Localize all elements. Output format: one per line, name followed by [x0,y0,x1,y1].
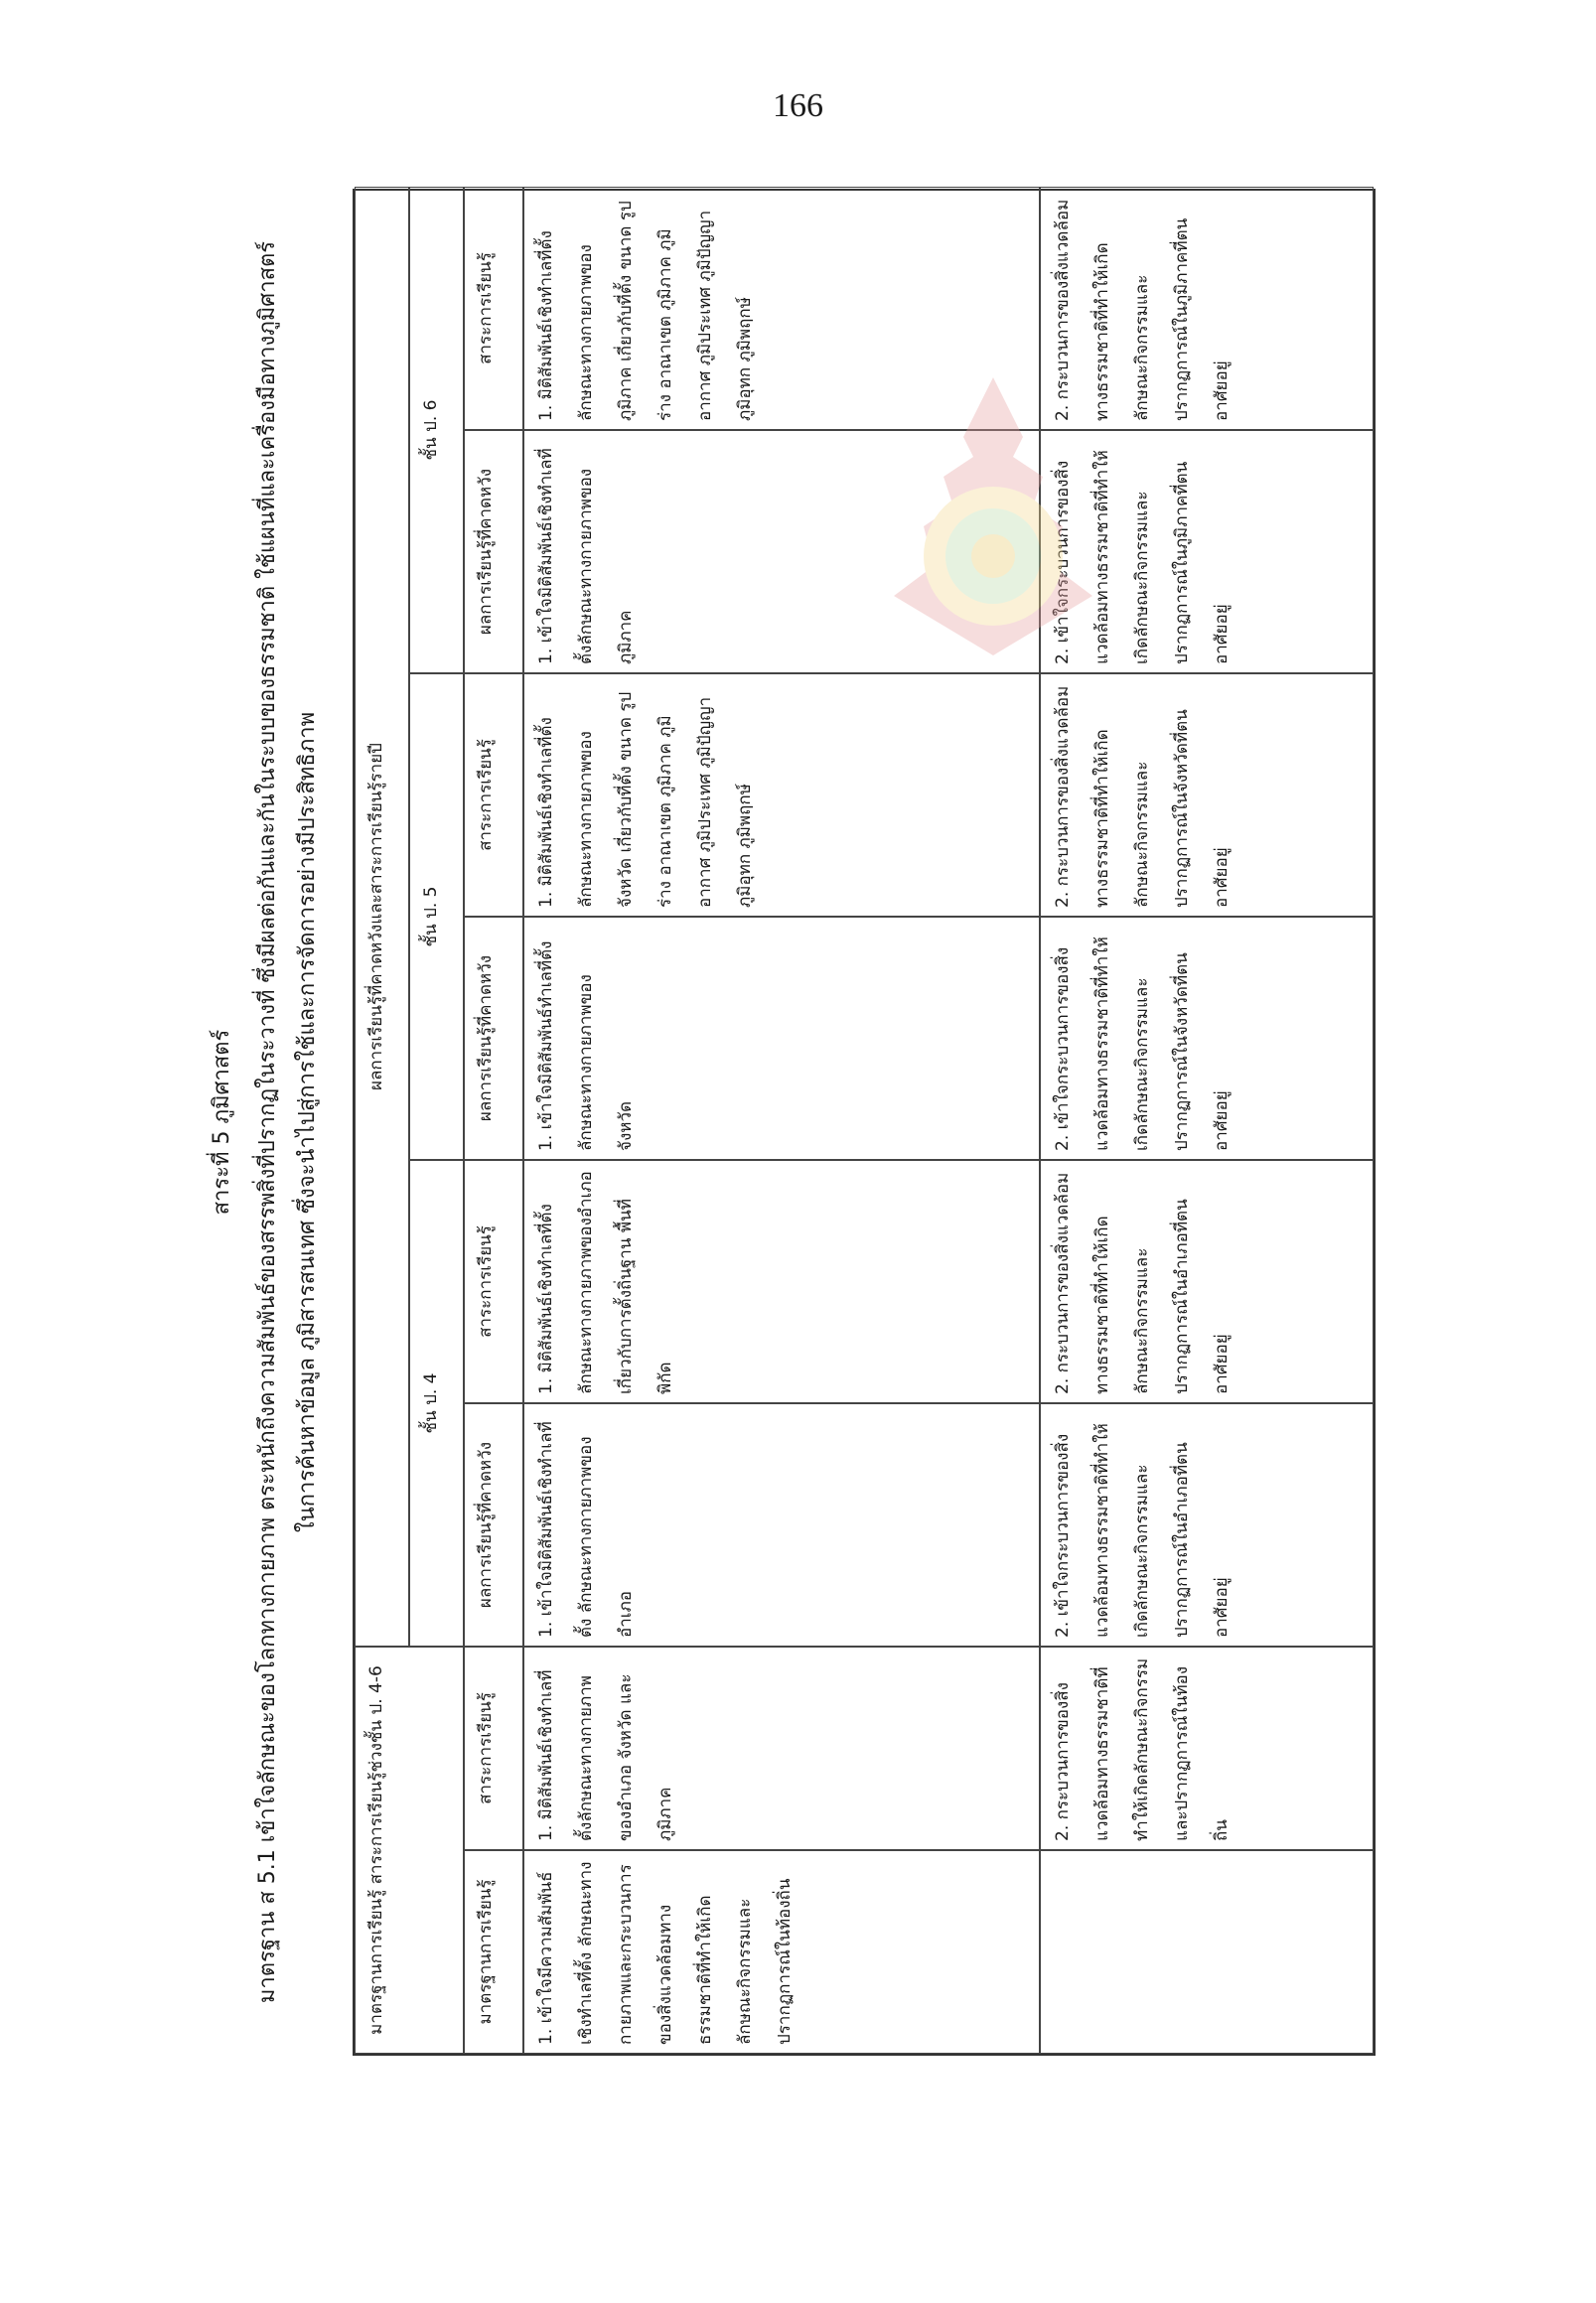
row1-p6-outcome: 1. เข้าใจมิติสัมพันธ์เชิงทำเลที่ตั้งลักษณะทางกายภาพของภูมิภาค [523,430,1040,673]
col-p5-outcome: ผลการเรียนรู้ที่คาดหวัง [464,917,523,1160]
row1-p4-outcome: 1. เข้าใจมิติสัมพันธ์เชิงทำเลที่ตั้ง ลักษณะทางกายภาพของอำเภอ [523,1403,1040,1647]
header-grade-4: ชั้น ป. 4 [409,1160,464,1647]
col-p6-outcome: ผลการเรียนรู้ที่คาดหวัง [464,430,523,673]
row2-p4-content: 2. กระบวนการของสิ่งแวดล้อมทางธรรมชาติที่ทำให้เกิดลักษณะกิจกรรมและปรากฏการณ์ในอำเภอที่ตนอาศัยอยู่ [1040,1160,1374,1403]
header-standards-group: มาตรฐานการเรียนรู้ สาระการเรียนรู้ช่วงชั้น ป. 4-6 [355,1647,464,2054]
row1-p6-content: 1. มิติสัมพันธ์เชิงทำเลที่ตั้งลักษณะทางกายภาพของภูมิภาค เกี่ยวกับที่ตั้ง ขนาด รูปร่าง อาณาเขต ภูมิภาค ภูมิอากาศ ภูมิประเทศ ภูมิปัญญา ภูมิอุทก ภูมิพฤกษ์ [523,187,1040,430]
page-number: 166 [773,87,823,124]
row1-p5-outcome: 1. เข้าใจมิติสัมพันธ์ทำเลที่ตั้งลักษณะทางกายภาพของจังหวัด [523,917,1040,1160]
row1-standard: 1. เข้าใจมีความสัมพันธ์เชิงทำเลที่ตั้ง ลักษณะทางกายภาพและกระบวนการของสิ่งแวดล้อมทางธรรมชาติที่ทำให้เกิดลักษณะกิจกรรมและปรากฏการณ์ในท้องถิ่น [523,1850,1040,2054]
col-p6-content: สาระการเรียนรู้ [464,187,523,430]
row1-p4-content: 1. มิติสัมพันธ์เชิงทำเลที่ตั้งลักษณะทางกายภาพของอำเภอ เกี่ยวกับการตั้งถิ่นฐาน พื้นที่ พิกัด [523,1160,1040,1403]
row2-p6-outcome: 2. เข้าใจกระบวนการของสิ่งแวดล้อมทางธรรมชาติที่ทำให้เกิดลักษณะกิจกรรมและปรากฏการณ์ในภูมิภาคที่ตนอาศัยอยู่ [1040,430,1374,673]
row1-content-range: 1. มิติสัมพันธ์เชิงทำเลที่ตั้งลักษณะทางกายภาพของอำเภอ จังหวัด และภูมิภาค [523,1647,1040,1850]
watermark-seal-icon [864,367,1122,665]
row2-p6-content: 2. กระบวนการของสิ่งแวดล้อมทางธรรมชาติที่ทำให้เกิดลักษณะกิจกรรมและปรากฏการณ์ในภูมิภาคที่ตนอาศัยอยู่ [1040,187,1374,430]
header-grade-5: ชั้น ป. 5 [409,673,464,1160]
row2-p4-outcome: 2. เข้าใจกระบวนการของสิ่งแวดล้อมทางธรรมชาติที่ทำให้เกิดลักษณะกิจกรรมและปรากฏการณ์ในอำเภอที่ตนอาศัยอยู่ [1040,1403,1374,1647]
col-p4-content: สาระการเรียนรู้ [464,1160,523,1403]
col-p4-outcome: ผลการเรียนรู้ที่คาดหวัง [464,1403,523,1647]
col-standard: มาตรฐานการเรียนรู้ [464,1850,523,2054]
col-content-range: สาระการเรียนรู้ [464,1647,523,1850]
row1-p5-content: 1. มิติสัมพันธ์เชิงทำเลที่ตั้งลักษณะทางกายภาพของจังหวัด เกี่ยวกับที่ตั้ง ขนาด รูปร่าง อาณาเขต ภูมิภาค ภูมิอากาศ ภูมิประเทศ ภูมิปัญญา ภูมิอุทก ภูมิพฤกษ์ [523,673,1040,917]
row2-content-range: 2. กระบวนการของสิ่งแวดล้อมทางธรรมชาติที่ทำให้เกิดลักษณะกิจกรรมและปรากฏการณ์ในท้องถิ่น [1040,1647,1374,1850]
col-p5-content: สาระการเรียนรู้ [464,673,523,917]
standard-title: มาตรฐาน ส 5.1 เข้าใจลักษณะของโลกทางกายภาพ ตระหนักถึงความสัมพันธ์ของสรรพสิ่งที่ปรากฏในระวางที่ ซึ่งมีผลต่อกันและกันในระบบของธรรมชาติ ใช้แผนที่และเครื่องมือทางภูมิศาสตร์ [255,240,280,2004]
header-outcomes-group: ผลการเรียนรู้ที่คาดหวังและสาระการเรียนรู้รายปี [355,187,409,1647]
row2-p5-content: 2. กระบวนการของสิ่งแวดล้อมทางธรรมชาติที่ทำให้เกิดลักษณะกิจกรรมและปรากฏการณ์ในจังหวัดที่ตนอาศัยอยู่ [1040,673,1374,917]
row2-standard [1040,1850,1374,2054]
rotated-page-content [204,189,1376,2056]
strand-title: สาระที่ 5 ภูมิศาสตร์ [210,1029,234,1216]
header-grade-6: ชั้น ป. 6 [409,187,464,673]
row2-p5-outcome: 2. เข้าใจกระบวนการของสิ่งแวดล้อมทางธรรมชาติที่ทำให้เกิดลักษณะกิจกรรมและปรากฏการณ์ในจังหวัดที่ตนอาศัยอยู่ [1040,917,1374,1160]
standard-title-cont: ในการค้นหาข้อมูล ภูมิสารสนเทศ ซึ่งจะนำไปสู่การใช้และการจัดการอย่างมีประสิทธิภาพ [295,711,320,1533]
